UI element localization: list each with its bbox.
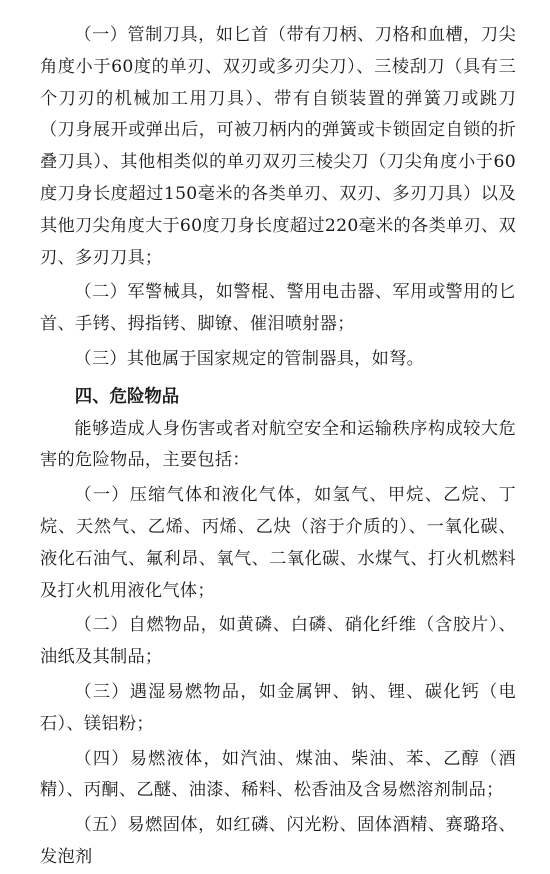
paragraph-controlled-knives: （一）管制刀具，如匕首（带有刀柄、刀格和血槽，刀尖角度小于60度的单刃、双刃或多刃尖刀）、三棱刮刀（具有三个刀刃的机械加工用刀具）、带有自锁装置的弹簧刀或跳刀（刀身展开或弹出后，可被刀柄内的弹簧或卡锁固定自锁的折叠刀具）、其他相类似的单刃双刃三棱尖刀（刀尖角度小于60度刀身长度超过150毫米的各类单刃、双刃、多刃刀具）以及其他刀尖角度大于60度刀身长度超过220毫米的各类单刃、双刃、多刃刀具；	[40, 25, 516, 268]
paragraph-other-controlled-tools: （三）其他属于国家规定的管制器具，如弩。	[74, 348, 425, 369]
list-item-water-reactive: （三）遇湿易燃物品，如金属钾、钠、锂、碳化钙（电石）、镁铝粉；	[40, 681, 516, 734]
paragraph-police-equipment: （二）军警械具，如警棍、警用电击器、军用或警用的匕首、手铐、拇指铐、脚镣、催泪喷射器；	[40, 282, 516, 335]
list-item-compressed-gases: （一）压缩气体和液化气体，如氢气、甲烷、乙烷、丁烷、天然气、乙烯、丙烯、乙炔（溶于介质的）、一氧化碳、液化石油气、氟利昂、氧气、二氧化碳、水煤气、打火机燃料及打火机用液化气体；	[40, 485, 516, 601]
list-item-flammable-solids: （五）易燃固体，如红磷、闪光粉、固体酒精、赛璐珞、发泡剂	[40, 815, 516, 867]
list-item-flammable-liquids: （四）易燃液体，如汽油、煤油、柴油、苯、乙醇（酒精）、丙酮、乙醚、油漆、稀料、松香油及含易燃溶剂制品；	[40, 748, 516, 801]
document-body	[40, 20, 516, 874]
section-heading-dangerous-goods: 四、危险物品	[74, 386, 180, 407]
list-item-spontaneous-combustion: （二）自燃物品，如黄磷、白磷、硝化纤维（含胶片）、油纸及其制品；	[40, 615, 516, 668]
paragraph-dangerous-goods-intro: 能够造成人身伤害或者对航空安全和运输秩序构成较大危害的危险物品，主要包括：	[40, 418, 516, 471]
